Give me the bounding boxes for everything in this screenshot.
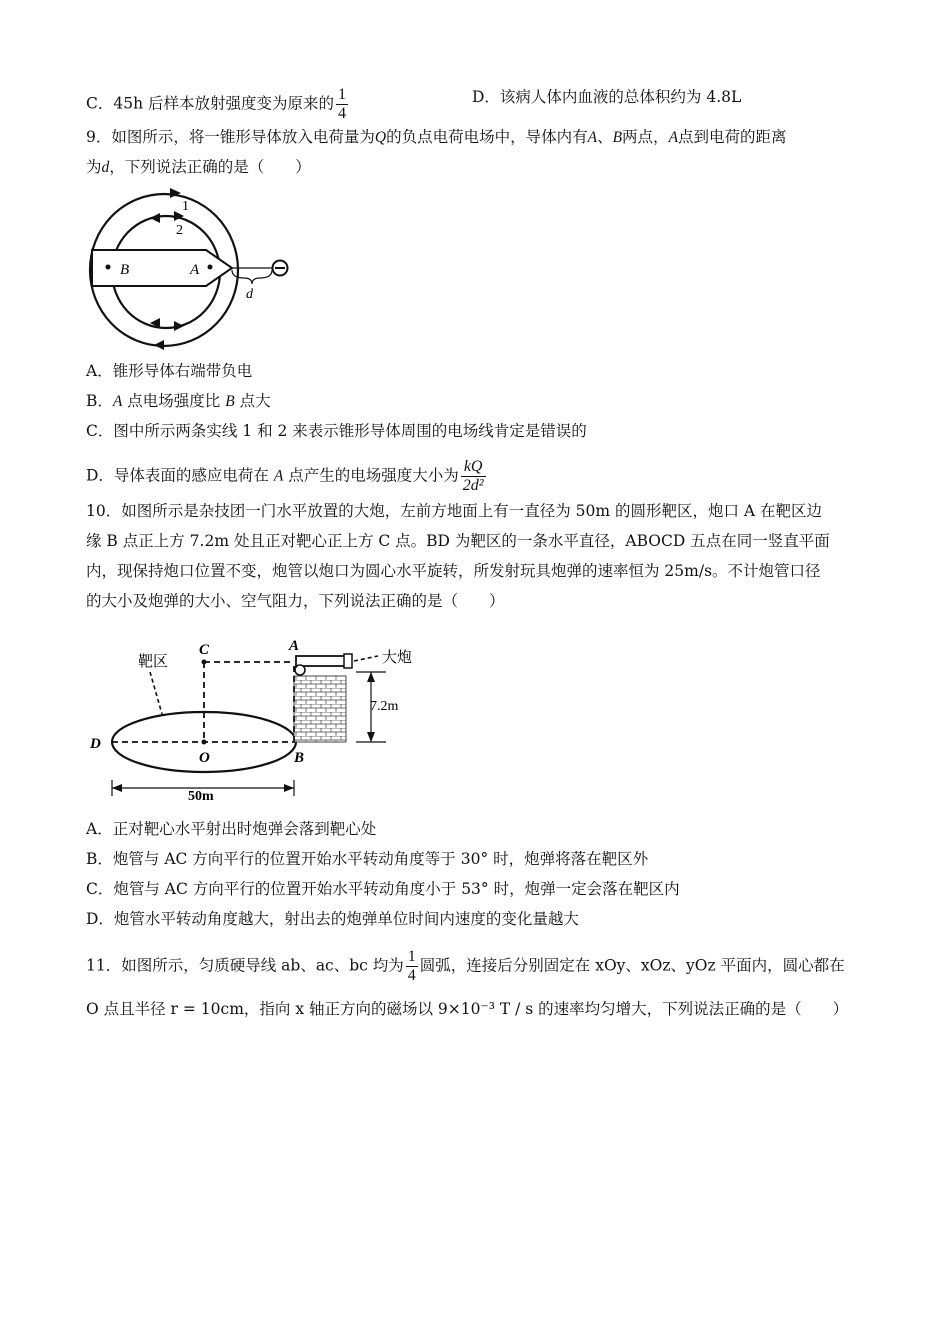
q9-conductor-figure [86, 188, 296, 358]
target-zone-label: 靶区 [138, 654, 169, 670]
q10-option-b: B．炮管与 AC 方向平行的位置开始水平转动角度等于 30° 时，炮弹将落在靶区外 [86, 850, 649, 868]
field-line-label-2: 2 [176, 223, 183, 238]
q9-var-d: d [101, 159, 110, 176]
q8-option-c-fraction [336, 86, 348, 123]
q9-var-b: B [612, 129, 623, 146]
q9-var-q: Q [374, 129, 387, 146]
q8-option-c [86, 86, 350, 123]
q9-stem-text: 点到电荷的距离 [678, 128, 787, 146]
q9-option-b-text: 点大 [234, 392, 271, 410]
q9-option-b [86, 390, 271, 413]
target-pointer [150, 672, 162, 714]
fraction-numerator: 1 [338, 86, 346, 103]
q9-option-c: C．图中所示两条实线 1 和 2 来表示锥形导体周围的电场线肯定是错误的 [86, 422, 587, 440]
q9-var-a: A [112, 393, 123, 410]
brick-wall [294, 676, 346, 742]
q9-var-a: A [668, 129, 679, 146]
q9-var-a: A [273, 467, 284, 485]
q9-var-a: A [587, 129, 598, 146]
q9-option-b-text: 点电场强度比 [122, 392, 226, 410]
point-o-dot [202, 740, 207, 745]
q10-stem-line3: 内，现保持炮口位置不变，炮管以炮口为圆心水平旋转，所发射玩具炮弹的速率恒为 25m/s。不计炮管口径 [86, 562, 821, 580]
q10-option-a: A．正对靶心水平射出时炮弹会落到靶心处 [86, 820, 377, 838]
point-b-label: B [294, 750, 305, 766]
q9-stem-text: 的负点电荷电场中，导体内有 [386, 128, 588, 146]
fraction-denominator: 2d² [462, 477, 484, 494]
q9-stem-text: 为 [86, 158, 102, 176]
q9-option-d [86, 458, 488, 495]
q9-stem-text: 两点， [622, 128, 669, 146]
cannon-barrel [296, 656, 350, 666]
height-label: 7.2m [370, 699, 399, 714]
fraction-denominator: 4 [407, 967, 416, 984]
q9-var-b: B [225, 393, 235, 410]
q8-option-c-text: C．45h 后样本放射强度变为原来的 [86, 94, 334, 113]
q9-stem-sep: 、 [597, 128, 613, 146]
q11-fraction [406, 948, 418, 985]
diameter-label: 50m [188, 789, 214, 804]
q8-option-d: D．该病人体内血液的总体积约为 4.8L [472, 88, 742, 106]
point-o-label: O [199, 750, 210, 766]
q10-stem-line4: 的大小及炮弹的大小、空气阻力，下列说法正确的是（ ） [86, 592, 505, 610]
point-a-label: A [190, 262, 200, 278]
q9-stem-line2 [86, 156, 311, 179]
q11-stem-text: 圆弧，连接后分别固定在 xOy、xOz、yOz 平面内，圆心都在 [419, 956, 845, 975]
q9-stem-text: ，下列说法正确的是（ ） [109, 158, 311, 176]
q9-option-b-text: B． [86, 392, 113, 410]
q10-cannon-figure [86, 632, 426, 804]
q9-option-a: A．锥形导体右端带负电 [86, 362, 253, 380]
q9-stem-text: 9．如图所示，将一锥形导体放入电荷量为 [86, 128, 375, 146]
q10-stem-line1: 10．如图所示是杂技团一门水平放置的大炮，左前方地面上有一直径为 50m 的圆形靶区，炮口 A 在靶区边 [86, 502, 823, 520]
q11-stem-line2: O 点且半径 r = 10cm，指向 x 轴正方向的磁场以 9×10⁻³ T / s 的速率均匀增大，下列说法正确的是（ ） [86, 1000, 849, 1018]
q9-option-d-text: 点产生的电场强度大小为 [283, 466, 459, 485]
q11-stem-line1 [86, 948, 845, 985]
q9-option-d-text: D．导体表面的感应电荷在 [86, 466, 274, 485]
q9-stem-line1 [86, 126, 787, 149]
point-c-dot [202, 660, 207, 665]
q11-stem-text: 11．如图所示，匀质硬导线 ab、ac、bc 均为 [86, 956, 404, 975]
q10-option-d: D．炮管水平转动角度越大，射出去的炮弹单位时间内速度的变化量越大 [86, 910, 579, 928]
point-a-dot [208, 265, 213, 270]
point-c-label: C [199, 642, 210, 658]
cannon-pointer [354, 656, 378, 661]
cannon-label: 大炮 [382, 650, 413, 666]
fraction-numerator: 1 [407, 948, 416, 965]
distance-label-d: d [246, 287, 253, 302]
point-d-label: D [90, 736, 101, 752]
point-b-dot [106, 265, 111, 270]
q9-option-d-fraction [461, 458, 486, 495]
cannon-wheel [295, 665, 305, 675]
fraction-numerator: kQ [461, 458, 486, 477]
fraction-denominator: 4 [338, 105, 346, 122]
field-line-label-1: 1 [182, 199, 189, 214]
point-a-label: A [289, 638, 300, 654]
q10-option-c: C．炮管与 AC 方向平行的位置开始水平转动角度小于 53° 时，炮弹一定会落在靶区内 [86, 880, 680, 898]
point-b-label: B [120, 262, 130, 278]
q10-stem-line2: 缘 B 点正上方 7.2m 处且正对靶心正上方 C 点。BD 为靶区的一条水平直径，ABOCD 五点在同一竖直平面 [86, 532, 830, 550]
